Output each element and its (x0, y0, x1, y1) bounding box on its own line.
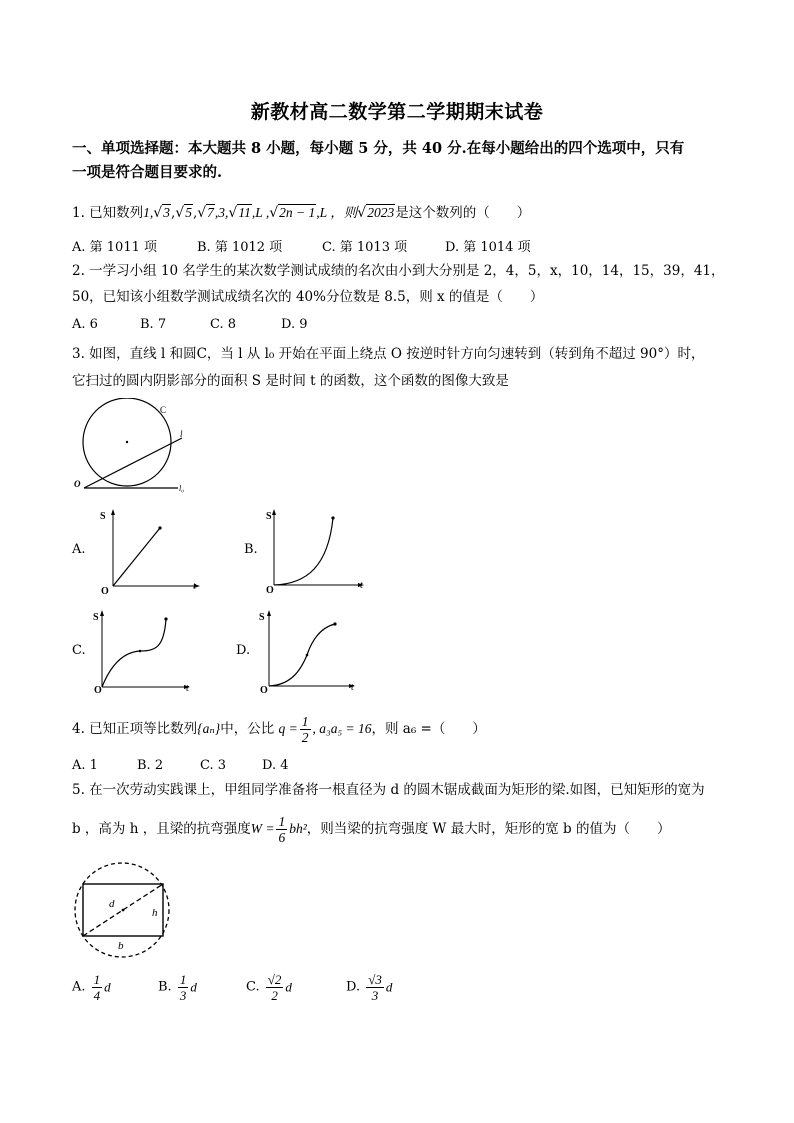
svg-text:b: b (118, 940, 124, 952)
q1-sqrt-5: 5 (185, 205, 192, 220)
svg-text:t: t (351, 682, 354, 693)
graph-b-curve (274, 518, 333, 585)
section-heading (72, 137, 722, 185)
q5-bh2: bh² (289, 821, 307, 836)
q1-suffix: 是这个数列的（ ） (395, 205, 531, 221)
q1-seq-dots: ,L , (251, 205, 270, 220)
q1-sqrt-3: 3 (163, 205, 170, 220)
svg-text:d: d (109, 898, 115, 910)
svg-text:S: S (266, 511, 272, 522)
q4-option-c[interactable]: C. 3 (200, 758, 227, 773)
q5-line-1: 5. 在一次劳动实践课上，甲组同学准备将一根直径为 d 的圆木锯成截面为矩形的梁.如图，已知矩形的宽为 (72, 782, 705, 798)
q5-line-2 (72, 814, 670, 845)
q2-option-d[interactable]: D. 9 (281, 317, 308, 332)
label-l: l (180, 429, 183, 439)
graph-d-curve (269, 624, 335, 686)
q1-seq-end: ,L ，则 (316, 205, 358, 220)
label-o: O (74, 479, 81, 489)
q4-sequence: {aₙ} (197, 721, 221, 736)
q5-option-d[interactable]: D. $\frac{√3}{3}$ d (346, 972, 393, 1003)
q2-option-a[interactable]: A. 6 (72, 317, 98, 332)
q3-graph-b[interactable] (262, 506, 374, 596)
q3-option-d[interactable]: D. (236, 643, 251, 658)
label-c: C (160, 405, 167, 415)
q3-option-a[interactable]: A. (72, 542, 86, 557)
q1-option-d[interactable]: D. 第 1014 项 (445, 240, 531, 255)
svg-text:O: O (260, 685, 268, 696)
q3-graph-c[interactable] (90, 607, 202, 697)
q4-mid: 中，公比 (220, 721, 275, 737)
q2-line-2: 50，已知该小组数学测试成绩名次的 40%分位数是 8.5，则 x 的值是（ ） (72, 289, 544, 305)
circle-center (126, 441, 128, 443)
q1-seq-start: 1, (143, 205, 154, 220)
question-1: 1. 已知数列1,√3,√5,√7,3,√11,L ,√2n − 1,L ，则√2023是这个数列的（ ） (72, 205, 531, 221)
q4-option-d[interactable]: D. 4 (262, 758, 289, 773)
graph-a-curve (113, 528, 160, 586)
q5-option-b[interactable]: B. $\frac{1}{3}$ d (158, 972, 197, 1003)
q1-option-b[interactable]: B. 第 1012 项 (197, 240, 283, 255)
svg-text:t: t (186, 683, 189, 694)
graph-c-curve (102, 619, 166, 687)
svg-text:S: S (93, 612, 99, 623)
q2-option-b[interactable]: B. 7 (140, 317, 167, 332)
q5-option-c[interactable]: C. $\frac{√2}{2}$ d (246, 972, 292, 1003)
q4-option-a[interactable]: A. 1 (72, 758, 98, 773)
q1-sqrt-2n: 2n − 1 (279, 205, 316, 220)
q1-option-a[interactable]: A. 第 1011 项 (72, 240, 158, 255)
svg-text:O: O (94, 685, 102, 696)
q1-prefix: 1. 已知数列 (72, 205, 144, 221)
q4-condition: , a₃a₅ = 16 (312, 721, 372, 736)
q3-option-b[interactable]: B. (244, 542, 258, 557)
svg-text:t: t (193, 581, 196, 592)
q4-option-b[interactable]: B. 2 (137, 758, 164, 773)
q1-option-c[interactable]: C. 第 1013 项 (322, 240, 408, 255)
q1-sqrt-11: 11 (238, 205, 251, 220)
question-4 (72, 714, 486, 745)
section-heading-line2: 一项是符合题目要求的. (72, 164, 223, 181)
q5-option-a[interactable]: A. $\frac{1}{4}$ d (72, 972, 111, 1003)
q5-line2-c: ，则当梁的抗弯强度 W 最大时，矩形的宽 b 的值为（ ） (306, 821, 671, 837)
q3-line-1: 3. 如图，直线 l 和圆C，当 l 从 l₀ 开始在平面上绕点 O 按逆时针方向匀速转到（转到角不超过 90°）时， (72, 346, 705, 362)
line-l (84, 438, 182, 488)
svg-text:S: S (100, 511, 106, 522)
section-heading-line1: 一、单项选择题：本大题共 8 小题，每小题 5 分，共 40 分.在每小题给出的四个选项中，只有 (72, 140, 685, 157)
q1-seq-mid: ,3, (214, 205, 229, 220)
q5-line2-a: b ，高为 h ，且梁的抗弯强度 (72, 821, 251, 837)
q5-fraction: $\frac{1}{6}$ (278, 814, 286, 845)
q5-beam-figure (72, 860, 176, 960)
q3-line-2: 它扫过的圆内阴影部分的面积 S 是时间 t 的函数，这个函数的图像大致是 (72, 373, 509, 389)
q4-prefix: 4. 已知正项等比数列 (72, 721, 198, 737)
svg-text:O: O (266, 585, 274, 596)
svg-text:S: S (259, 612, 265, 623)
svg-text:O: O (101, 586, 109, 596)
svg-text:t: t (360, 580, 363, 591)
svg-text:h: h (152, 907, 158, 919)
q4-suffix: ，则 a₆ =（ ） (371, 721, 486, 737)
q3-option-c[interactable]: C. (72, 643, 86, 658)
q5-w-eq: W = (250, 821, 275, 836)
q3-circle-figure (70, 398, 200, 494)
label-l0: l₀ (179, 484, 185, 493)
q2-line-1: 2. 一学习小组 10 名学生的某次数学测试成绩的名次由小到大分别是 2，4，5，x，10，14，15，39，41， (72, 263, 725, 279)
q2-option-c[interactable]: C. 8 (210, 317, 237, 332)
page-title: 新教材高二数学第二学期期末试卷 (250, 101, 544, 123)
q1-sqrt-7: 7 (207, 205, 214, 220)
q3-graph-d[interactable] (255, 607, 367, 697)
q4-ratio: q = (278, 721, 298, 736)
q4-fraction: $\frac{1}{2}$ (301, 714, 309, 745)
q1-sqrt-2023: 2023 (367, 205, 395, 220)
q3-graph-a[interactable] (96, 506, 208, 596)
